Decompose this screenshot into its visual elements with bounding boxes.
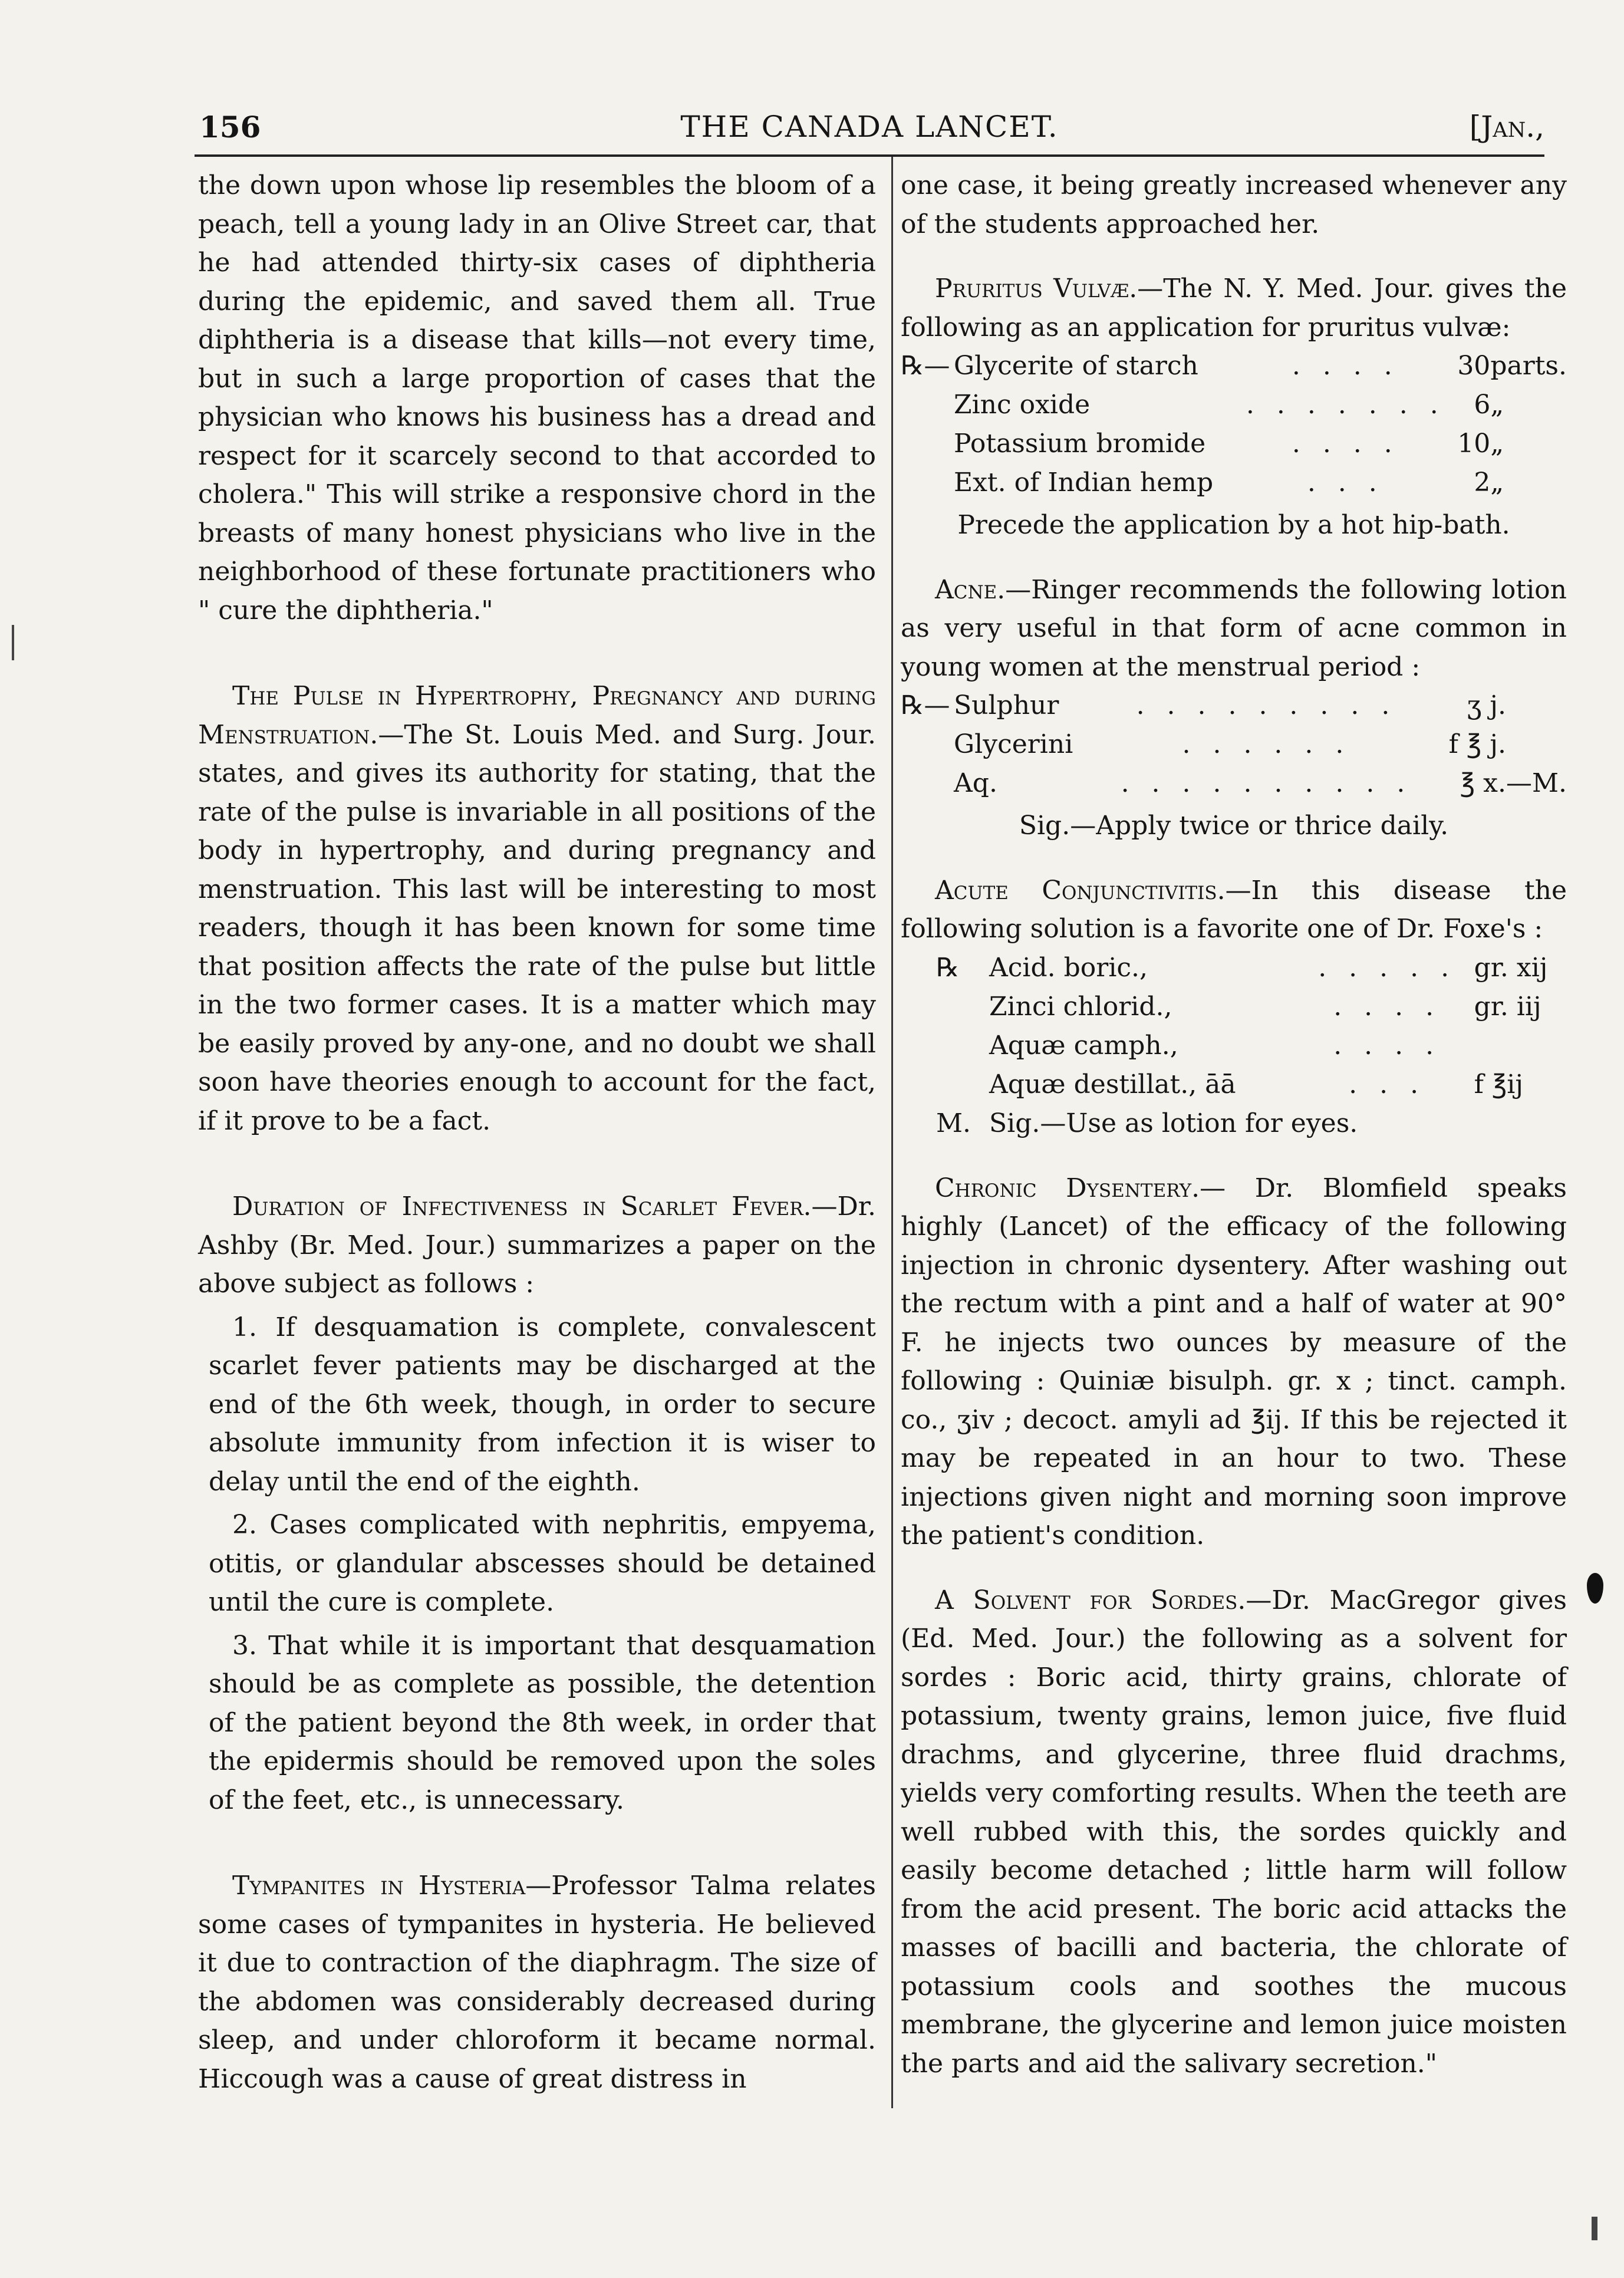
rx-quantity xyxy=(1474,1026,1567,1065)
rx-m-label: M. xyxy=(936,1108,971,1138)
pruritus-prescription xyxy=(901,347,1567,502)
rx-unit: parts. xyxy=(1490,351,1567,381)
rx-row xyxy=(901,386,1567,424)
header-rule xyxy=(195,154,1544,157)
rx-ingredient: Ext. of Indian hemp xyxy=(954,468,1214,498)
rx-quantity: f ℥ j. xyxy=(1448,729,1506,759)
acne-prescription xyxy=(901,686,1567,803)
leader-dots: . . . . xyxy=(1292,351,1399,381)
rx-quantity: ℥ x. xyxy=(1460,768,1506,798)
acne-intro: —Ringer recommends the following lotion as very useful in that form of acne common in young women at the menstrual period : xyxy=(901,574,1567,682)
acne-article xyxy=(901,571,1567,687)
tympanites-body: —Professor Talma relates some cases of tympanites in hysteria. He believed it due to contraction of the diaphragm. The size of the abdomen was considerably decreased during sleep, and under chloroform it became normal. Hiccough was a cause of great distress in xyxy=(198,1871,876,2094)
leader-dots: . . . xyxy=(1349,1069,1426,1100)
rx-row xyxy=(901,463,1567,502)
rx-ingredient: Aquæ camph., xyxy=(989,1030,1178,1061)
pruritus-heading: Pruritus Vulvæ. xyxy=(935,274,1138,304)
conjunctivitis-prescription xyxy=(901,949,1567,1143)
rx-row xyxy=(901,725,1567,764)
dysentery-article xyxy=(901,1169,1567,1555)
tympanites-article xyxy=(198,1866,876,2098)
rx-row xyxy=(901,1104,1567,1143)
journal-title: THE CANADA LANCET. xyxy=(680,110,1059,144)
continuation-paragraph: one case, it being greatly increased whenever any of the students approached her. xyxy=(901,170,1567,239)
pulse-heading: The Pulse in Hypertrophy, Pregnancy and during Menstruation. xyxy=(198,681,876,750)
tympanites-heading: Tympanites in Hysteria xyxy=(232,1871,526,1901)
rx-unit: „ xyxy=(1490,390,1504,420)
rx-ingredient: Sulphur xyxy=(954,690,1059,720)
conjunctivitis-article xyxy=(901,871,1567,949)
rx-row xyxy=(901,686,1567,725)
rx-row xyxy=(901,347,1567,386)
rx-unit: „ xyxy=(1490,429,1504,459)
column-divider xyxy=(891,157,893,2108)
dysentery-heading: Chronic Dysentery. xyxy=(935,1173,1200,1203)
page-number: 156 xyxy=(199,110,261,144)
sordes-body: —Dr. MacGregor gives (Ed. Med. Jour.) the following as a solvent for sordes : Boric acid, thirty grains, chlorate of potassium, twenty grains, lemon juice, five fluid drachms, and glycerine, three fluid drachms, yields very comforting results. When the teeth are well rubbed with this, the sordes quickly and easily become detached ; little harm will follow from the acid present. The boric acid attacks the masses of bacilli and bacteria, the chlorate of potassium cools and soothes the mucous membrane, the glycerine and lemon juice moisten the parts and aid the salivary secretion." xyxy=(901,1585,1567,2079)
page-header xyxy=(195,110,1544,157)
rx-symbol: ℞— xyxy=(901,351,950,381)
pulse-body: —The St. Louis Med. and Surg. Jour. states, and gives its authority for stating, that the rate of the pulse is invariable in all positions of the body in hypertrophy, and during pregnancy and menstruation. This last will be interesting to most readers, though it has been known for some time that position affects the rate of the pulse but little in the two former cases. It is a matter which may be easily proved by any-one, and no doubt we shall soon have theories enough to account for the fact, if it prove to be a fact. xyxy=(198,719,876,1136)
rx-ingredient: Acid. boric., xyxy=(989,952,1148,983)
leader-dots: . . . . xyxy=(1333,991,1441,1022)
pruritus-article xyxy=(901,269,1567,347)
leader-dots: . . . . . . . . . . xyxy=(1121,768,1412,798)
rx-suffix xyxy=(1506,725,1567,764)
rx-symbol: ℞— xyxy=(901,690,950,720)
leader-dots: . . . . xyxy=(1292,429,1399,459)
dysentery-body: — Dr. Blomfield speaks highly (Lancet) of the efficacy of the following injection in chronic dysentery. After washing out the rectum with a pint and a half of water at 90° F. he injects two ounces by measure of the following : Quiniæ bisulph. gr. x ; tinct. camph. co., ʒiv ; decoct. amyli ad ℥ij. If this be rejected it may be repeated in an hour to two. These injections given night and morning soon improve the patient's condition. xyxy=(901,1173,1567,1551)
scarlet-article xyxy=(198,1187,876,1303)
acne-note: Sig.—Apply twice or thrice daily. xyxy=(1019,811,1449,841)
leader-dots: . . . . . . . . . xyxy=(1136,690,1397,720)
rx-ingredient: Aq. xyxy=(954,768,997,798)
rx-suffix: —M. xyxy=(1506,768,1567,798)
rx-ingredient: Zinci chlorid., xyxy=(989,991,1172,1022)
leader-dots: . . . . . . . xyxy=(1246,390,1445,420)
rx-row xyxy=(901,424,1567,463)
rx-quantity: 30 xyxy=(1457,351,1491,381)
rx-ingredient: Glycerini xyxy=(954,729,1073,759)
rx-quantity: 2 xyxy=(1474,468,1491,498)
rx-quantity: f ℥ij xyxy=(1474,1069,1523,1100)
leader-dots: . . . xyxy=(1307,468,1384,498)
scarlet-heading: Duration of Infectiveness in Scarlet Fever. xyxy=(232,1191,812,1222)
scarlet-point-3: 3. That while it is important that desquamation should be as complete as possible, the detention of the patient beyond the 8th week, in order that the epidermis should be removed upon the soles of the feet, etc., is unnecessary. xyxy=(209,1630,876,1815)
sordes-article xyxy=(901,1581,1567,2083)
rx-row xyxy=(901,1065,1567,1104)
scarlet-point-1: 1. If desquamation is complete, convalescent scarlet fever patients may be discharged at the end of the 6th week, though, in order to secure absolute immunity from infection it is wiser to delay until the end of the eighth. xyxy=(209,1312,876,1497)
rx-ingredient: Potassium bromide xyxy=(954,429,1206,459)
issue-month: [Jan., xyxy=(1469,110,1544,144)
acne-heading: Acne. xyxy=(935,574,1006,605)
sordes-heading: A Solvent for Sordes. xyxy=(935,1585,1246,1615)
leader-dots: . . . . xyxy=(1333,1030,1441,1061)
rx-ingredient: Glycerite of starch xyxy=(954,351,1198,381)
rx-suffix xyxy=(1506,686,1567,725)
rx-sig: Sig.—Use as lotion for eyes. xyxy=(989,1108,1358,1138)
rx-quantity: 10 xyxy=(1457,429,1491,459)
pruritus-note: Precede the application by a hot hip-bath. xyxy=(957,510,1510,540)
leader-dots: . . . . . . xyxy=(1182,729,1351,759)
rx-ingredient: Zinc oxide xyxy=(954,390,1091,420)
rx-symbol: ℞ xyxy=(936,952,960,983)
pulse-article xyxy=(198,677,876,1140)
rx-row xyxy=(901,987,1567,1026)
rx-row xyxy=(901,764,1567,803)
right-column xyxy=(901,166,1567,2106)
rx-quantity: 6 xyxy=(1474,390,1491,420)
scarlet-body: —Dr. Ashby (Br. Med. Jour.) summarizes a paper on the above subject as follows : xyxy=(198,1191,876,1299)
rx-quantity: gr. iij xyxy=(1474,991,1541,1022)
intro-paragraph: the down upon whose lip resembles the bloom of a peach, tell a young lady in an Olive Street car, that he had attended thirty-six cases of diphtheria during the epidemic, and saved them all. True diphtheria is a disease that kills—not every time, but in such a large proportion of cases that the physician who knows his business has a dread and respect for it scarcely second to that accorded to cholera." This will strike a responsive chord in the breasts of many honest physicians who live in the neighborhood of these fortunate practitioners who " cure the diphtheria." xyxy=(198,170,876,626)
conjunctivitis-intro: —In this disease the following solution is a favorite one of Dr. Foxe's : xyxy=(901,875,1567,944)
scarlet-point-2: 2. Cases complicated with nephritis, empyema, otitis, or glandular abscesses should be detained until the cure is complete. xyxy=(209,1510,876,1617)
rx-quantity: gr. xij xyxy=(1474,952,1548,983)
rx-row xyxy=(901,1026,1567,1065)
scan-speck xyxy=(12,625,14,660)
rx-ingredient: Aquæ destillat., āā xyxy=(989,1069,1236,1100)
rx-unit: „ xyxy=(1490,468,1504,498)
left-column xyxy=(198,166,876,2106)
ink-blot xyxy=(1587,1573,1603,1604)
leader-dots: . . . . . xyxy=(1318,952,1457,983)
rx-quantity: ʒ j. xyxy=(1467,690,1506,720)
conjunctivitis-heading: Acute Conjunctivitis. xyxy=(935,875,1226,906)
pruritus-intro: —The N. Y. Med. Jour. gives the following as an application for pruritus vulvæ: xyxy=(901,274,1567,343)
rx-row xyxy=(901,949,1567,987)
scan-speck xyxy=(1592,2217,1597,2240)
